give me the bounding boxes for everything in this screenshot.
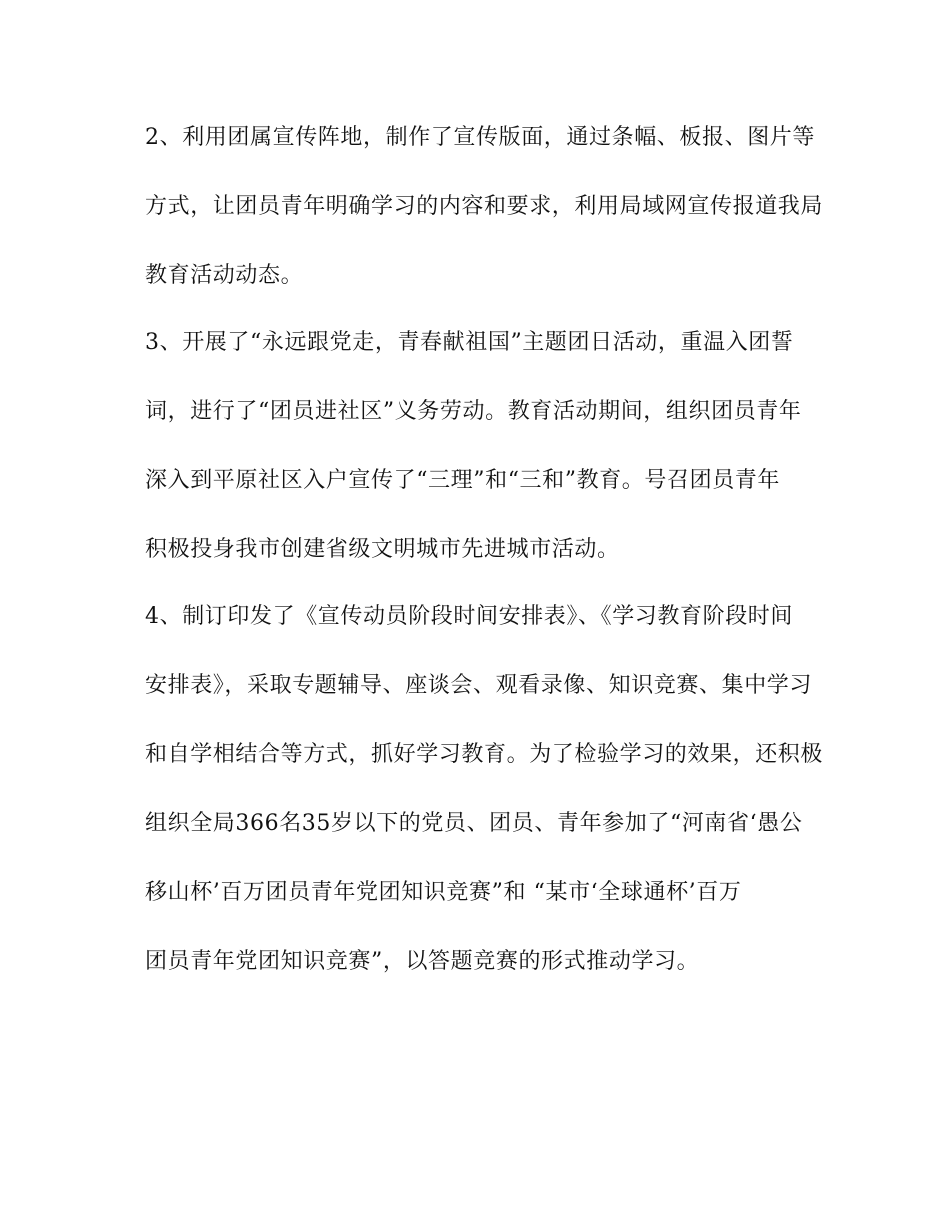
text-line: 2、利用团属宣传阵地，制作了宣传版面，通过条幅、板报、图片等 — [145, 125, 815, 150]
text-line: 团员青年党团知识竞赛”，以答题竞赛的形式推动学习。 — [145, 949, 700, 974]
text-line: 和自学相结合等方式，抓好学习教育。为了检验学习的效果，还积极 — [145, 742, 824, 767]
text-line: 深入到平原社区入户宣传了“三理”和“三和”教育。号召团员青年 — [145, 468, 780, 493]
text-line: 安排表》，采取专题辅导、座谈会、观看录像、知识竞赛、集中学习 — [145, 673, 813, 698]
text-line: 词，进行了“团员进社区”义务劳动。教育活动期间，组织团员青年 — [145, 399, 802, 424]
text-line: 方式，让团员青年明确学习的内容和要求，利用局域网宣传报道我局 — [145, 194, 824, 219]
text-line: 组织全局366名35岁以下的党员、团员、青年参加了“河南省‘愚公 — [145, 811, 803, 836]
text-line: 教育活动动态。 — [145, 263, 304, 288]
text-line: 4、制订印发了《宣传动员阶段时间安排表》、《学习教育阶段时间 — [145, 604, 793, 629]
text-line: 积极投身我市创建省级文明城市先进城市活动。 — [145, 537, 620, 562]
text-line: 3、开展了“永远跟党走，青春献祖国”主题团日活动，重温入团誓 — [145, 330, 794, 355]
text-line: 移山杯’百万团员青年党团知识竞赛”和 “某市‘全球通杯’百万 — [145, 880, 742, 905]
